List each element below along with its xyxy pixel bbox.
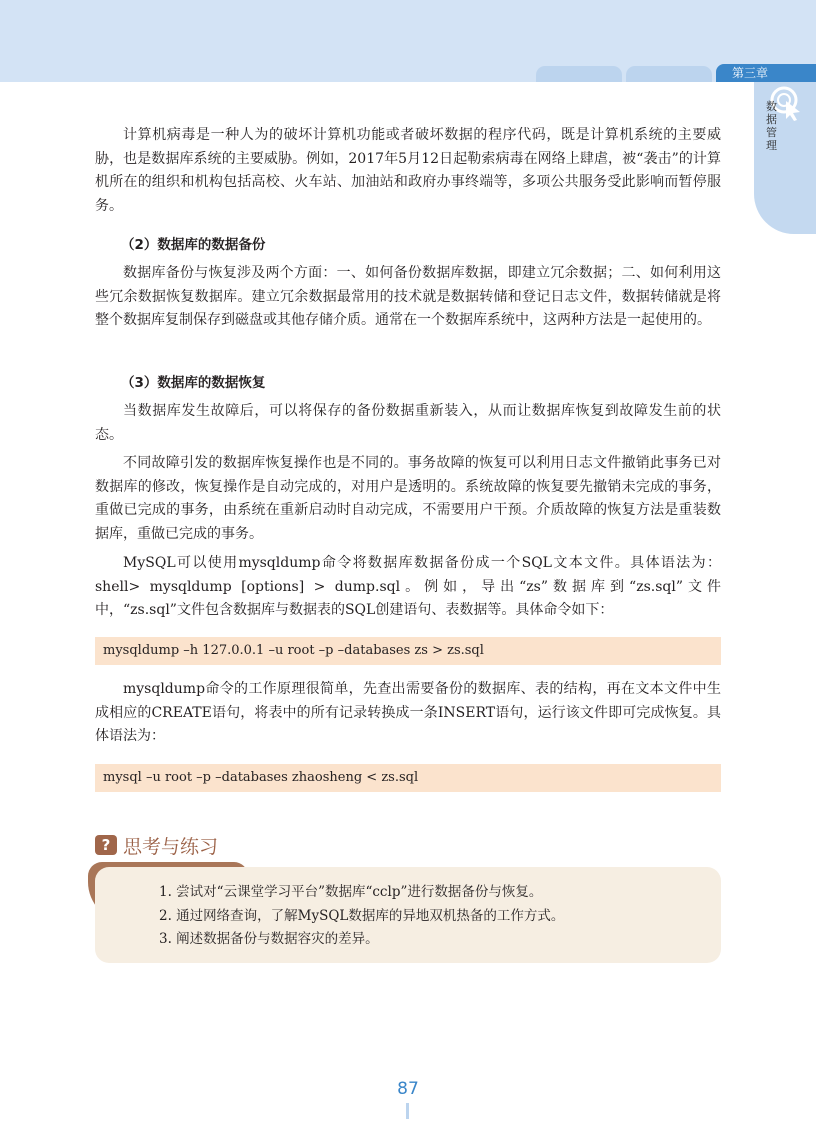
list-item: 1. 尝试对“云课堂学习平台”数据库“cclp”进行数据备份与恢复。 bbox=[159, 884, 543, 900]
code-block: mysqldump –h 127.0.0.1 –u root –p –databases zs > zs.sql bbox=[95, 637, 721, 665]
header-tab bbox=[536, 66, 622, 82]
section-heading: （3）数据库的数据恢复 bbox=[121, 375, 266, 391]
exercise-list bbox=[159, 881, 564, 952]
chapter-tab: 第三章 bbox=[716, 64, 816, 82]
page-number: 87 bbox=[397, 1079, 419, 1099]
paragraph: 计算机病毒是一种人为的破坏计算机功能或者破坏数据的程序代码，既是计算机系统的主要威胁，也是数据库系统的主要威胁。例如，2017年5月12日起勒索病毒在网络上肆虐，被“袭击”的计算机所在的组织和机构包括高校、火车站、加油站和政府办事终端等，多项公共服务受此影响而暂停服务。 bbox=[95, 127, 721, 214]
paragraph: 不同故障引发的数据库恢复操作也是不同的。事务故障的恢复可以利用日志文件撤销此事务已对数据库的修改，恢复操作是自动完成的，对用户是透明的。系统故障的恢复要先撤销未完成的事务，重做已完成的事务，由系统在重新启动时自动完成，不需要用户干预。介质故障的恢复方法是重装数据库，重做已完成的事务。 bbox=[95, 455, 721, 542]
list-item: 3. 阐述数据备份与数据容灾的差异。 bbox=[159, 931, 379, 947]
list-item: 2. 通过网络查询，了解MySQL数据库的异地双机热备的工作方式。 bbox=[159, 907, 565, 924]
paragraph: 数据库备份与恢复涉及两个方面：一、如何备份数据库数据，即建立冗余数据；二、如何利用这些冗余数据恢复数据库。建立冗余数据最常用的技术就是数据转储和登记日志文件，数据转储就是将整个数据库复制保存到磁盘或其他存储介质。通常在一个数据库系统中，这两种方法是一起使用的。 bbox=[95, 265, 721, 328]
code-block: mysql –u root –p –databases zhaosheng < zs.sql bbox=[95, 764, 721, 792]
exercise-heading: 思考与练习 bbox=[123, 835, 219, 858]
side-label: 数据管理 bbox=[766, 100, 777, 152]
paragraph: 当数据库发生故障后，可以将保存的备份数据重新装入，从而让数据库恢复到故障发生前的状态。 bbox=[95, 403, 721, 443]
exercise-title bbox=[95, 832, 218, 858]
page-divider bbox=[406, 1103, 409, 1119]
section-heading: （2）数据库的数据备份 bbox=[121, 237, 266, 253]
question-icon: ? bbox=[95, 835, 117, 855]
header-tab bbox=[626, 66, 712, 82]
paragraph: mysqldump命令的工作原理很简单，先查出需要备份的数据库、表的结构，再在文本文件中生成相应的CREATE语句，将表中的所有记录转换成一条INSERT语句，运行该文件即可完成恢复。具体语法为： bbox=[95, 681, 721, 744]
paragraph: MySQL可以使用mysqldump命令将数据库数据备份成一个SQL文本文件。具体语法为：shell> mysqldump [options] > dump.sql。例如，导出“zs”数据库到“zs.sql”文件中，“zs.sql”文件包含数据库与数据表的SQL创建语句、表数据等。具体命令如下： bbox=[95, 555, 721, 618]
